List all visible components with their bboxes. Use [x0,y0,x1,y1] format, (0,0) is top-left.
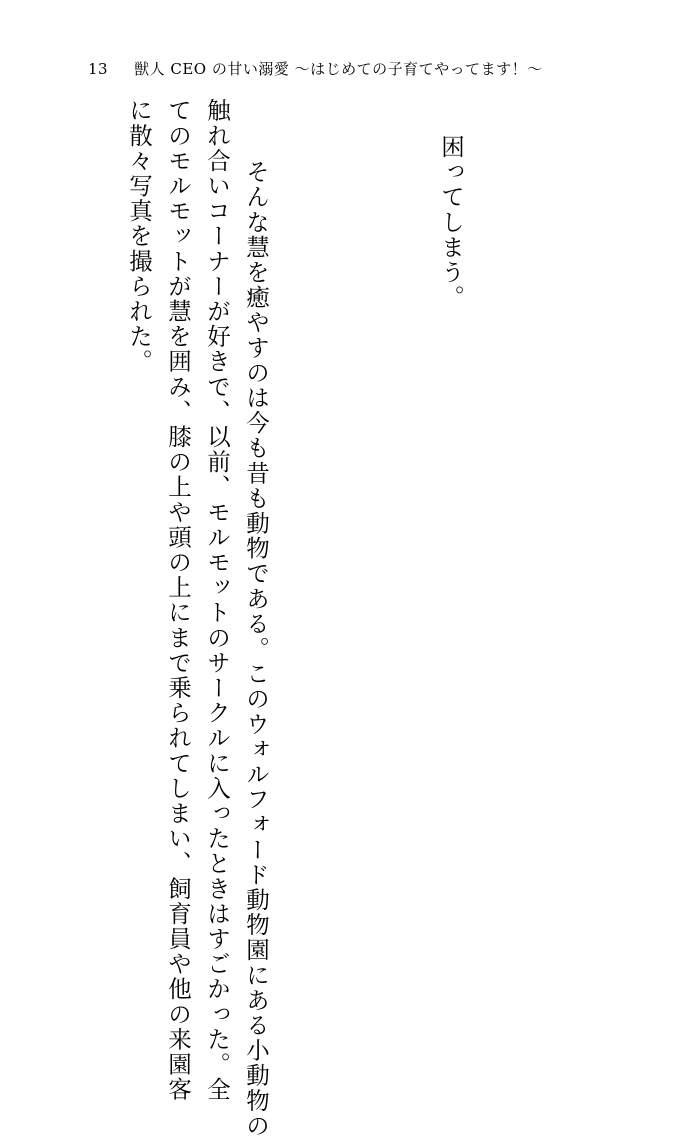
text-line: に散々写真を撮られた。 [125,98,153,375]
paragraph [80,98,314,1138]
page-number: 13 [88,60,109,78]
running-header [72,60,543,78]
text-line: てのモルモットが慧を囲み、膝の上や頭の上にまで乗られてしまい、飼育員や他の来園客 [164,98,192,1102]
vertical-body-text [0,98,587,1138]
running-title: 獣人 CEO の甘い溺愛 ～はじめての子育てやってます！～ [134,60,543,78]
paragraph [392,98,509,978]
paragraph [0,98,2,978]
text-line: そんな慧を癒やすのは今も昔も動物である。このウォルフォード動物園にある小動物の [242,134,270,1138]
text-line: 困ってしまう。 [437,134,465,310]
text-line: 触れ合いコーナーが好きで、以前、モルモットのサークルに入ったときはすごかった。全 [203,98,231,1102]
